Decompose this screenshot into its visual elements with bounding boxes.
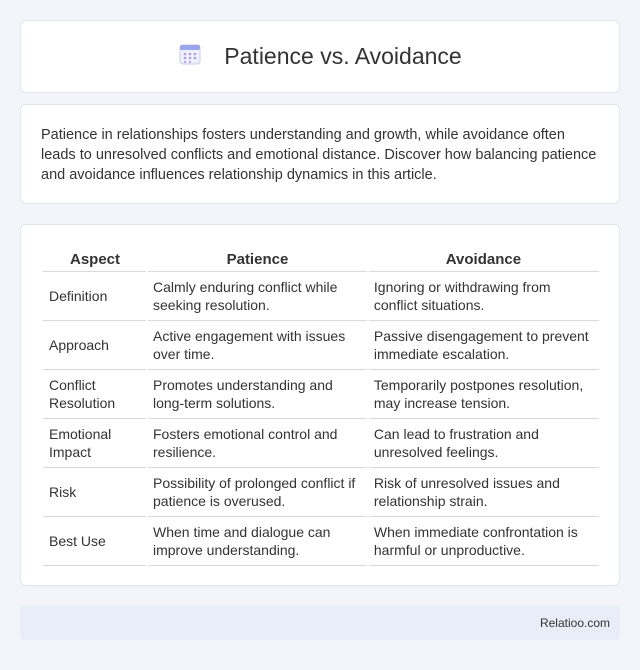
cell-patience: Possibility of prolonged conflict if patience is overused.: [147, 467, 368, 516]
cell-patience: Calmly enduring conflict while seeking resolution.: [147, 271, 368, 320]
table-row: [43, 271, 599, 320]
table-row: [43, 320, 599, 369]
cell-avoidance: Passive disengagement to prevent immediate escalation.: [368, 320, 599, 369]
header-aspect: Aspect: [43, 245, 147, 271]
table-row: [43, 467, 599, 516]
header: [178, 42, 461, 71]
cell-aspect: Definition: [43, 271, 147, 320]
page-title: Patience vs. Avoidance: [224, 43, 462, 69]
intro-card: [20, 104, 620, 204]
cell-avoidance: When immediate confrontation is harmful or unproductive.: [368, 516, 599, 565]
cell-aspect: Conflict Resolution: [43, 369, 147, 418]
comparison-card: [20, 224, 620, 586]
table-row: [43, 369, 599, 418]
cell-patience: Active engagement with issues over time.: [147, 320, 368, 369]
table-row: [43, 418, 599, 467]
header-avoidance: Avoidance: [368, 245, 599, 271]
cell-avoidance: Ignoring or withdrawing from conflict situations.: [368, 271, 599, 320]
table-row: [43, 516, 599, 565]
cell-aspect: Best Use: [43, 516, 147, 565]
cell-patience: When time and dialogue can improve understanding.: [147, 516, 368, 565]
cell-avoidance: Risk of unresolved issues and relationship strain.: [368, 467, 599, 516]
header-card: [20, 20, 620, 93]
footer: [20, 606, 620, 640]
cell-avoidance: Can lead to frustration and unresolved feelings.: [368, 418, 599, 467]
intro-text: Patience in relationships fosters understanding and growth, while avoidance often leads to unresolved conflicts and emotional distance. Discover how balancing patience and avoidance influences relationship dynamics in this article.: [41, 127, 597, 183]
table-header-row: [43, 245, 599, 271]
header-patience: Patience: [147, 245, 368, 271]
cell-aspect: Emotional Impact: [43, 418, 147, 467]
cell-patience: Fosters emotional control and resilience.: [147, 418, 368, 467]
comparison-table: [43, 245, 599, 566]
cell-aspect: Approach: [43, 320, 147, 369]
calendar-icon: [178, 42, 202, 71]
cell-avoidance: Temporarily postpones resolution, may increase tension.: [368, 369, 599, 418]
cell-patience: Promotes understanding and long-term solutions.: [147, 369, 368, 418]
site-link[interactable]: Relatioo.com: [539, 616, 610, 630]
cell-aspect: Risk: [43, 467, 147, 516]
